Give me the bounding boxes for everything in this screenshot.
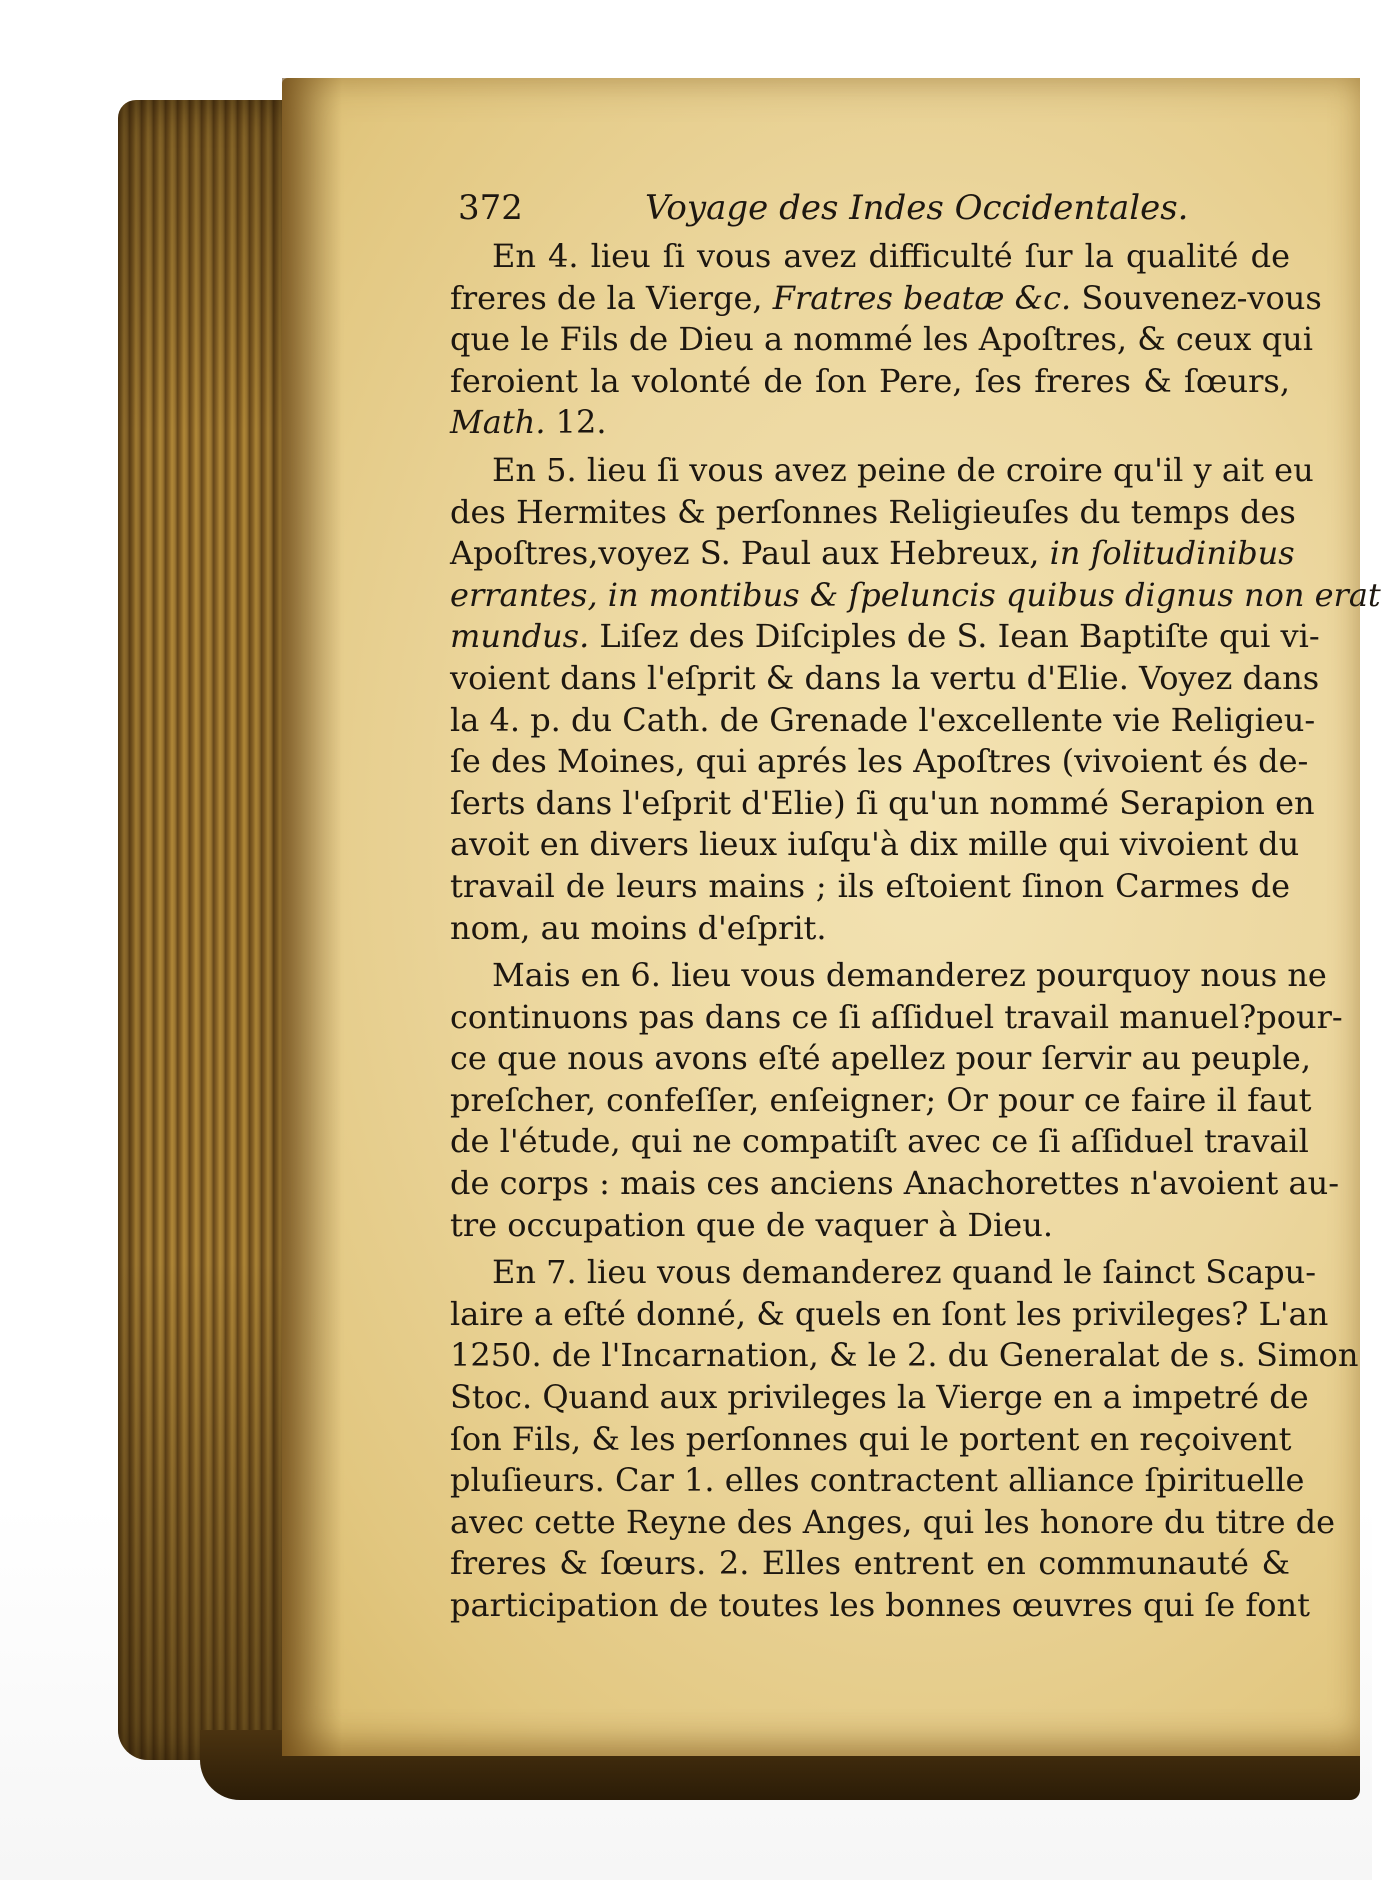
text-line (450, 533, 1295, 575)
text-segment: Apoſtres,voyez S. Paul aux Hebreux, (450, 534, 1050, 573)
italic-text: Math. (450, 403, 546, 442)
text-segment: ce que nous avons eſté apellez pour ſervir au peuple, (450, 1039, 1312, 1078)
text-segment: freres de la Vierge, (450, 278, 773, 317)
paragraph (450, 450, 1381, 949)
text-segment: Liſez des Diſciples de S. Iean Baptiſte qui vi- (589, 617, 1320, 656)
text-segment: avoit en divers lieux iuſqu'à dix mille qui vivoient du (450, 825, 1300, 864)
text-line (450, 1205, 1290, 1247)
text-line (450, 361, 1290, 403)
paragraph (450, 955, 1343, 1246)
text-line (450, 1585, 1310, 1627)
text-segment: pluſieurs. Car 1. elles contractent alliance ſpirituelle (450, 1461, 1305, 1500)
italic-text: mundus. (450, 617, 590, 656)
text-line (450, 1121, 1309, 1163)
text-line (450, 1038, 1312, 1080)
gutter-shadow (282, 78, 342, 1756)
text-line (450, 1460, 1305, 1502)
italic-text: in ſolitudinibus (1049, 534, 1295, 573)
text-segment: participation de toutes les bonnes œuvres qui ſe font (450, 1586, 1310, 1624)
text-segment: voient dans l'eſprit & dans la vertu d'Elie. Voyez dans (450, 658, 1320, 697)
text-line (450, 575, 1381, 617)
page-number: 372 (458, 188, 523, 228)
text-line (450, 783, 1315, 825)
text-line (450, 658, 1320, 700)
text-line (450, 700, 1316, 742)
text-line (450, 1335, 1359, 1377)
text-segment: nom, au moins d'eſprit. (450, 908, 827, 947)
text-segment: Mais en 6. lieu vous demanderez pourquoy nous ne (492, 956, 1327, 995)
text-line (450, 1502, 1336, 1544)
text-line (450, 997, 1343, 1039)
text-line (450, 1377, 1309, 1419)
text-segment: tre occupation que de vaquer à Dieu. (450, 1205, 1053, 1244)
text-segment: que le Fils de Dieu a nommé les Apoſtres, & ceux qui (450, 320, 1313, 359)
text-segment: freres & ſœurs. 2. Elles entrent en communauté & (450, 1544, 1290, 1583)
text-line (450, 1080, 1312, 1122)
italic-text: Fratres beatæ &c. (772, 278, 1072, 317)
text-segment: Stoc. Quand aux privileges la Vierge en a impetré de (450, 1378, 1309, 1417)
text-line (450, 1163, 1340, 1205)
text-segment: continuons pas dans ce ſi aſſiduel travail manuel?pour- (450, 997, 1343, 1036)
text-segment: avec cette Reyne des Anges, qui les honore du titre de (450, 1502, 1336, 1541)
text-segment: de corps : mais ces anciens Anachorettes n'avoient au- (450, 1164, 1340, 1203)
text-line (450, 908, 1290, 950)
text-line (450, 616, 1320, 658)
page-edges (118, 100, 288, 1760)
paragraph (450, 1252, 1359, 1626)
text-segment: la 4. p. du Cath. de Grenade l'excellente vie Religieu- (450, 700, 1316, 739)
text-segment: ſerts dans l'eſprit d'Elie) ſi qu'un nommé Serapion en (450, 783, 1315, 822)
text-segment: feroient la volonté de ſon Pere, ſes freres & ſœurs, (450, 361, 1290, 400)
text-line (450, 1419, 1290, 1461)
text-segment: 12. (545, 403, 607, 442)
italic-text: errantes, in montibus & ſpeluncis quibus dignus non erat (450, 575, 1381, 614)
text-line (450, 492, 1296, 534)
page-header (450, 180, 1290, 236)
paragraph (450, 236, 1322, 444)
text-segment: preſcher, confeſſer, enſeigner; Or pour ce faire il faut (450, 1080, 1312, 1119)
text-segment: laire a eſté donné, & quels en ſont les privileges? L'an (450, 1294, 1329, 1333)
text-segment: ſon Fils, & les perſonnes qui le portent en reçoivent (450, 1419, 1292, 1458)
text-line (450, 319, 1313, 361)
text-segment: de l'étude, qui ne compatiſt avec ce ſi aſſiduel travail (450, 1122, 1309, 1161)
body-text (450, 236, 1381, 1627)
text-line (450, 278, 1322, 320)
text-line (450, 1294, 1329, 1336)
text-segment: travail de leurs mains ; ils eſtoient ſinon Carmes de (450, 866, 1290, 905)
page-text (450, 180, 1381, 1627)
text-line (450, 236, 1290, 278)
text-line (450, 741, 1309, 783)
text-line (450, 402, 1290, 444)
text-line (450, 824, 1300, 866)
text-segment: En 4. lieu ſi vous avez difficulté ſur la qualité de (492, 237, 1290, 275)
text-line (450, 955, 1327, 997)
text-segment: ſe des Moines, qui aprés les Apoſtres (vivoient és de- (450, 742, 1309, 781)
text-line (450, 1252, 1317, 1294)
text-line (450, 1543, 1290, 1585)
text-segment: 1250. de l'Incarnation, & le 2. du Generalat de s. Simon (450, 1336, 1359, 1375)
text-segment: des Hermites & perſonnes Religieuſes du temps des (450, 492, 1296, 531)
text-segment: En 7. lieu vous demanderez quand le ſainct Scapu- (492, 1253, 1317, 1292)
text-line (450, 866, 1290, 908)
text-segment: Souvenez-vous (1071, 278, 1322, 317)
running-title: Voyage des Indes Occidentales. (645, 188, 1189, 228)
text-line (450, 450, 1314, 492)
text-segment: En 5. lieu ſi vous avez peine de croire qu'il y ait eu (492, 450, 1314, 489)
